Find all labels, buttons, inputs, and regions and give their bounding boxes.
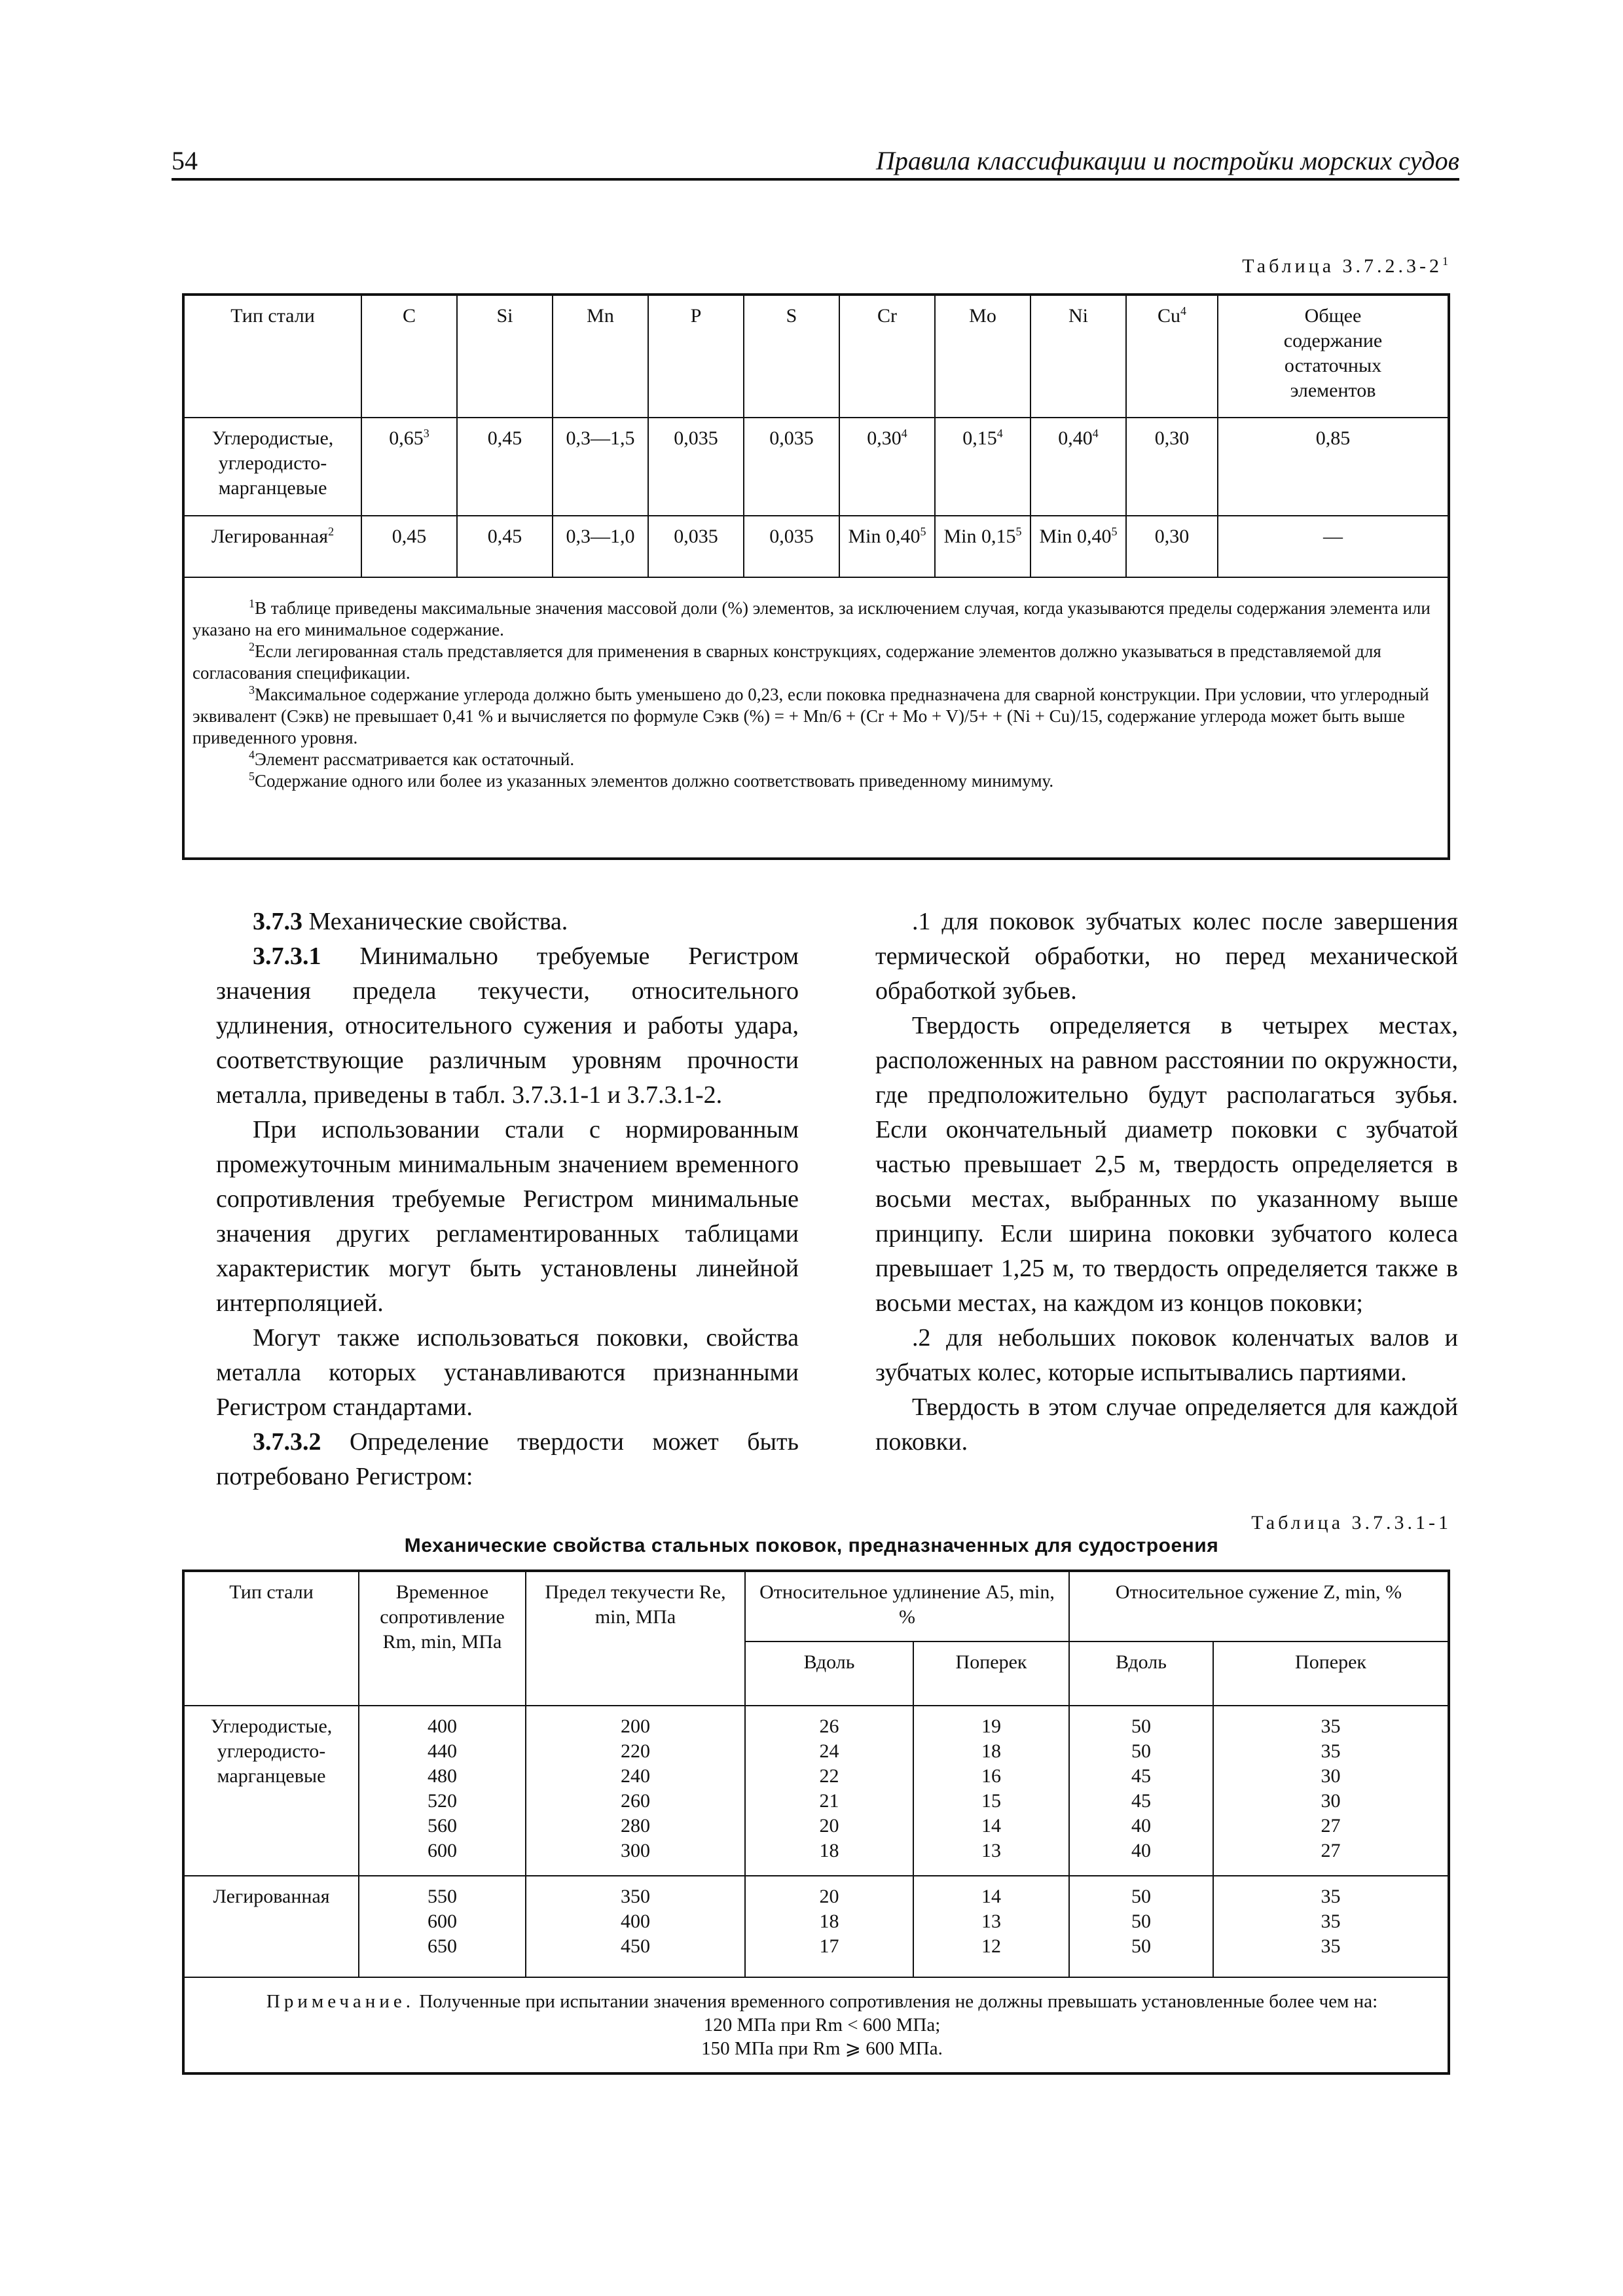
header-cu: Cu$^4$: [1126, 295, 1218, 418]
header-mo: Mo: [935, 295, 1030, 418]
row1-c: 0,65$^3$: [361, 418, 457, 516]
row2-p: 0,035: [648, 516, 744, 577]
footnote: $^3$Максимальное содержание углерода должно быть уменьшено до 0,23, если поковка предназначена для сварной конструкции. При условии, что углеродный эквивалент (Cэкв) не превышает 0,41 % и вычисляется по формуле Cэкв (%) = + Mn/6 + (Cr + Mo + V)/5+ + (Ni + Cu)/15, содержание углерода может быть выше приведенного уровня.: [192, 683, 1429, 747]
table-row: [183, 418, 1449, 516]
header-mn: Mn: [553, 295, 648, 418]
group2-z-along: 50 50 50: [1069, 1876, 1213, 1977]
table2-caption: Таблица 3.7.3.1-1: [1251, 1512, 1451, 1534]
group2-a-across: 14 13 12: [913, 1876, 1069, 1977]
row1-cr: 0,30$^4$: [839, 418, 935, 516]
note-line: 150 МПа при Rm ⩾ 600 МПа.: [701, 2038, 943, 2059]
row1-p: 0,035: [648, 418, 744, 516]
footnote: $^5$Содержание одного или более из указанных элементов должно соответствовать приведенному минимуму.: [249, 770, 1054, 791]
table-row: [183, 1706, 1449, 1876]
row1-ni: 0,40$^4$: [1030, 418, 1126, 516]
row2-c: 0,45: [361, 516, 457, 577]
group2-type: Легированная: [183, 1876, 359, 1977]
table-row: [183, 1876, 1449, 1977]
right-column: [875, 905, 1458, 1494]
row2-type: Легированная$^2$: [183, 516, 361, 577]
paragraph: При использовании стали с нормированным промежуточным минимальным значением временного сопротивления требуемые Регистром минимальные значения других регламентированных таблицами характеристик могут быть установлены линейной интерполяцией.: [216, 1116, 799, 1317]
note-line: 120 МПа при Rm < 600 МПа;: [703, 2015, 941, 2036]
header-ni: Ni: [1030, 295, 1126, 418]
row2-cu: 0,30: [1126, 516, 1218, 577]
row2-mn: 0,3—1,0: [553, 516, 648, 577]
group1-a-across: 19 18 16 15 14 13: [913, 1706, 1069, 1876]
header-cr: Cr: [839, 295, 935, 418]
row2-mo: Min 0,15$^5$: [935, 516, 1030, 577]
paragraph: Твердость в этом случае определяется для каждой поковки.: [875, 1393, 1458, 1456]
body-text: [216, 905, 1458, 1494]
section-heading: 3.7.3 Механические свойства.: [253, 908, 568, 935]
row2-ni: Min 0,40$^5$: [1030, 516, 1126, 577]
row2-cr: Min 0,40$^5$: [839, 516, 935, 577]
footnote: $^2$Если легированная сталь представляется для применения в сварных конструкциях, содержание элементов должно указываться в представляемой для согласования спецификации.: [192, 640, 1381, 683]
paragraph: 3.7.3.1 Минимально требуемые Регистром значения предела текучести, относительного удлинения, относительного сужения и работы удара, соответствующие различным уровням прочности металла, приведены в табл. 3.7.3.1-1 и 3.7.3.1-2.: [216, 942, 799, 1109]
table1-chemical-composition: [182, 293, 1450, 860]
paragraph: Могут также использоваться поковки, свойства металла которых устанавливаются признанными Регистром стандартами.: [216, 1324, 799, 1421]
header-reduction-area: Относительное сужение Z, min, %: [1069, 1571, 1449, 1641]
group1-a-along: 26 24 22 21 20 18: [745, 1706, 913, 1876]
group1-z-across: 35 35 30 30 27 27: [1213, 1706, 1449, 1876]
table2-note: [183, 1977, 1449, 2073]
table2-header-row: [183, 1571, 1449, 1641]
table1-header-row: [183, 295, 1449, 418]
group2-a-along: 20 18 17: [745, 1876, 913, 1977]
group2-rm: 550 600 650: [359, 1876, 526, 1977]
row2-total: —: [1218, 516, 1449, 577]
group1-re: 200 220 240 260 280 300: [526, 1706, 745, 1876]
page-number: 54: [172, 146, 198, 175]
row2-s: 0,035: [744, 516, 839, 577]
table-row: [183, 516, 1449, 577]
row1-type: Углеродистые, углеродисто- марганцевые: [183, 418, 361, 516]
header-yield-strength: Предел текучести Re, min, МПа: [526, 1571, 745, 1706]
header-reduction-across: Поперек: [1213, 1641, 1449, 1706]
footnote: $^4$Элемент рассматривается как остаточный.: [249, 748, 575, 769]
header-elongation-along: Вдоль: [745, 1641, 913, 1706]
header-c: C: [361, 295, 457, 418]
row1-s: 0,035: [744, 418, 839, 516]
header-reduction-along: Вдоль: [1069, 1641, 1213, 1706]
row1-mo: 0,15$^4$: [935, 418, 1030, 516]
group1-rm: 400 440 480 520 560 600: [359, 1706, 526, 1876]
header-rule: [172, 178, 1459, 181]
running-title: Правила классификации и постройки морских судов: [875, 146, 1459, 175]
header-total-residual: Общее содержание остаточных элементов: [1218, 295, 1449, 418]
row1-total: 0,85: [1218, 418, 1449, 516]
header-elongation: Относительное удлинение A5, min, %: [745, 1571, 1069, 1641]
header-steel-type: Тип стали: [183, 295, 361, 418]
table2-title: Механические свойства стальных поковок, предназначенных для судостроения: [404, 1535, 1219, 1556]
table2-mechanical-properties: [182, 1570, 1450, 2075]
paragraph: .2 для небольших поковок коленчатых валов и зубчатых колес, которые испытывались партиями.: [875, 1324, 1458, 1386]
note-text: Примечание. Полученные при испытании значения временного сопротивления не должны превышать установленные более чем на:: [266, 1991, 1378, 2012]
group2-z-across: 35 35 35: [1213, 1876, 1449, 1977]
paragraph: Твердость определяется в четырех местах, расположенных на равном расстоянии по окружности, где предположительно будут располагаться зубья. Если окончательный диаметр поковки с зубчатой частью превышает 2,5 м, твердость определяется в восьми местах, выбранных по указанному выше принципу. Если ширина поковки зубчатого колеса превышает 1,25 м, то твердость определяется также в восьми местах, на каждом из концов поковки;: [875, 1012, 1458, 1317]
header-elongation-across: Поперек: [913, 1641, 1069, 1706]
left-column: [216, 905, 799, 1494]
row1-si: 0,45: [457, 418, 553, 516]
group2-re: 350 400 450: [526, 1876, 745, 1977]
footnote: $^1$В таблице приведены максимальные значения массовой доли (%) элементов, за исключением случая, когда указываются пределы содержания элемента или указано на его минимальное содержание.: [192, 597, 1431, 639]
paragraph: .1 для поковок зубчатых колес после завершения термической обработки, но перед механической обработкой зубьев.: [875, 908, 1458, 1005]
group1-type: Углеродистые, углеродисто- марганцевые: [183, 1706, 359, 1876]
table1-footnotes: [183, 577, 1449, 859]
header-s: S: [744, 295, 839, 418]
row2-si: 0,45: [457, 516, 553, 577]
group1-z-along: 50 50 45 45 40 40: [1069, 1706, 1213, 1876]
header-p: P: [648, 295, 744, 418]
row1-mn: 0,3—1,5: [553, 418, 648, 516]
header-tensile-strength: Временное сопротивление Rm, min, МПа: [359, 1571, 526, 1706]
paragraph: 3.7.3.2 Определение твердости может быть потребовано Регистром:: [216, 1428, 799, 1490]
table1-caption: Таблица $3.7.2.3-2^1$: [1242, 255, 1451, 277]
row1-cu: 0,30: [1126, 418, 1218, 516]
header-steel-type: Тип стали: [183, 1571, 359, 1706]
header-si: Si: [457, 295, 553, 418]
